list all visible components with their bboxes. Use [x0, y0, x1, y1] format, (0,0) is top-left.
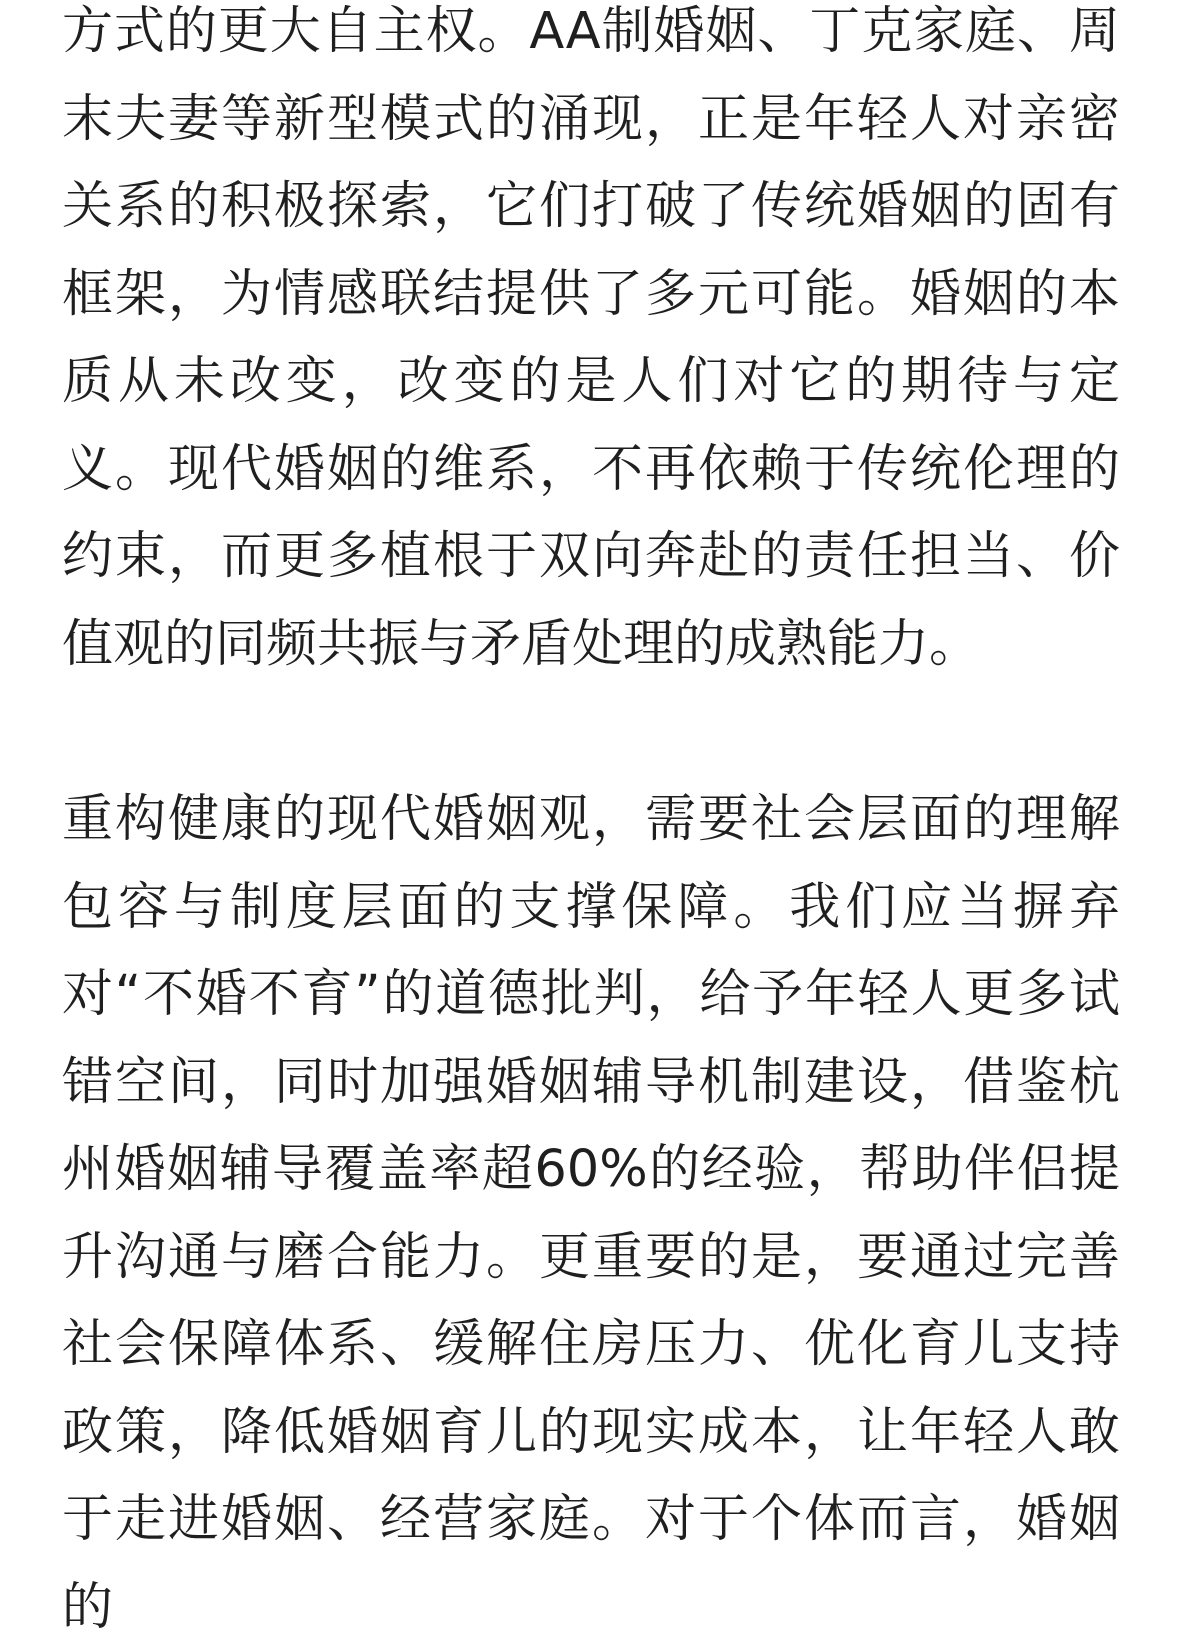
article-body	[62, 0, 1120, 1651]
paragraph: 方式的更大自主权。AA制婚姻、丁克家庭、周末夫妻等新型模式的涌现，正是年轻人对亲密关系的积极探索，它们打破了传统婚姻的固有框架，为情感联结提供了多元可能。婚姻的本质从未改变，改变的是人们对它的期待与定义。现代婚姻的维系，不再依赖于传统伦理的约束，而更多植根于双向奔赴的责任担当、价值观的同频共振与矛盾处理的成熟能力。	[62, 2, 1120, 674]
paragraph: 重构健康的现代婚姻观，需要社会层面的理解包容与制度层面的支撑保障。我们应当摒弃对“不婚不育”的道德批判，给予年轻人更多试错空间，同时加强婚姻辅导机制建设，借鉴杭州婚姻辅导覆盖率超60%的经验，帮助伴侣提升沟通与磨合能力。更重要的是，要通过完善社会保障体系、缓解住房压力、优化育儿支持政策，降低婚姻育儿的现实成本，让年轻人敢于走进婚姻、经营家庭。对于个体而言，婚姻的	[62, 790, 1120, 1637]
